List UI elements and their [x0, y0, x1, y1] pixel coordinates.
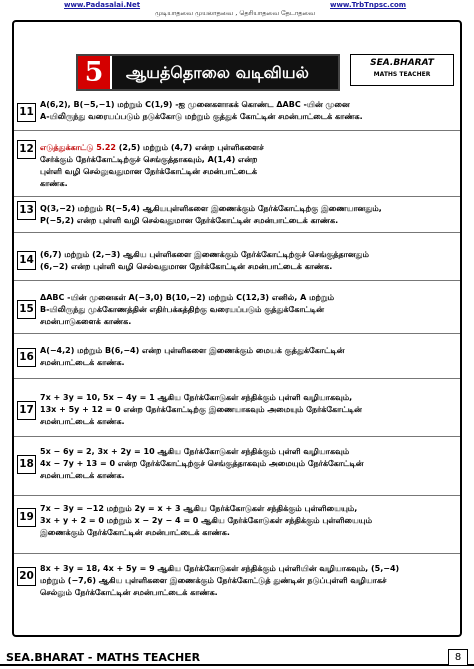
question-line: 5x − 6y = 2, 3x + 2y = 10 ஆகிய நேர்க்கோடுகள் சந்திக்கும் புள்ளி வழியாகவும் — [40, 447, 350, 456]
teacher-box — [350, 54, 454, 86]
question-line: P(−5,2) என்ற புள்ளி வழி செல்வதுமான நேர்க்கோட்டின் சமன்பாட்டைக் காண்க. — [40, 216, 339, 225]
divider — [14, 196, 460, 197]
footer-rule — [0, 664, 474, 666]
question-number: 14 — [17, 251, 36, 270]
question-number: 15 — [17, 300, 36, 319]
question-line: (6,−2) என்ற புள்ளி வழி செல்வதுமான நேர்க்கோட்டின் சமன்பாட்டைக் காண்க. — [40, 262, 333, 271]
question-line: 3x + y + 2 = 0 மற்றும் x − 2y − 4 = 0 ஆகிய நேர்க்கோடுகள் சந்திக்கும் புள்ளியையும் — [40, 516, 373, 525]
header-site-left[interactable]: www.Padasalai.Net — [64, 1, 141, 9]
question-line: A(6,2), B(−5,−1) மற்றும் C(1,9) -ஐ முனைகளாகக் கொண்ட ΔABC -யின் முனை — [40, 100, 350, 109]
question-line: A(−4,2) மற்றும் B(6,−4) என்ற புள்ளிகளை இணைக்கும் மையக் குத்துக்கோட்டின் — [40, 346, 345, 355]
teacher-name: SEA.BHARAT — [370, 58, 434, 68]
chapter-number: 5 — [84, 57, 104, 88]
question-line: (6,7) மற்றும் (2,−3) ஆகிய புள்ளிகளை இணைக்கும் நேர்க்கோட்டிற்குச் செங்குத்தானதும் — [40, 250, 369, 259]
divider — [14, 232, 460, 233]
question-line: 4x − 7y + 13 = 0 என்ற நேர்க்கோட்டிற்குச் செங்குத்தாகவும் அமையும் நேர்க்கோட்டின் — [40, 459, 364, 468]
question-number: 20 — [17, 567, 36, 586]
question-text — [40, 392, 448, 428]
question-number: 17 — [17, 401, 36, 420]
question-line: 8x + 3y = 18, 4x + 5y = 9 ஆகிய நேர்க்கோடுகள் சந்திக்கும் புள்ளியின் வழியாகவும், (5,−4) — [40, 564, 400, 573]
question-number: 16 — [17, 348, 36, 367]
question-line: சமன்பாட்டைக் காண்க. — [40, 417, 125, 426]
header-site-right[interactable]: www.TrbTnpsc.com — [330, 1, 407, 9]
page-number: 8 — [448, 649, 468, 666]
question-line: 7x − 3y = −12 மற்றும் 2y = x + 3 ஆகிய நேர்க்கோடுகள் சந்திக்கும் புள்ளியையும், — [40, 504, 358, 513]
teacher-role: MATHS TEACHER — [373, 71, 431, 78]
question-line: சேர்க்கும் நேர்க்கோட்டிற்குச் செங்குத்தாகவும், A(1,4) என்ற — [40, 155, 258, 164]
question-line: A-யிலிருந்து வரையப்படும் நடுக்கோடு மற்றும் குத்துக் கோட்டின் சமன்பாட்டைக் காண்க. — [40, 112, 363, 121]
question-number: 12 — [17, 140, 36, 159]
divider — [14, 378, 460, 379]
question-line: சமன்பாடுகளைக் காண்க. — [40, 317, 132, 326]
question-text — [40, 563, 448, 599]
divider — [14, 553, 460, 554]
question-line: 13x + 5y + 12 = 0 என்ற நேர்க்கோட்டிற்கு இணையாகவும் அமையும் நேர்க்கோட்டின் — [40, 405, 362, 414]
question-line: இணைக்கும் நேர்க்கோட்டின் சமன்பாட்டைக் காண்க. — [40, 528, 230, 537]
question-line-part: (2,5) மற்றும் (4,7) என்ற புள்ளிகளைச் — [115, 143, 264, 152]
question-line: சமன்பாட்டைக் காண்க. — [40, 358, 125, 367]
question-text — [40, 292, 448, 328]
divider — [14, 130, 460, 131]
chapter-title: ஆயத்தொலை வடிவியல் — [126, 63, 309, 82]
question-number: 13 — [17, 201, 36, 220]
example-label: எடுத்துக்காட்டு 5.22 — [40, 143, 116, 152]
question-line: சமன்பாட்டைக் காண்க. — [40, 471, 125, 480]
question-text — [40, 99, 448, 123]
question-text — [40, 503, 448, 539]
question-text — [40, 203, 448, 227]
chapter-number-badge — [78, 56, 112, 89]
question-text — [40, 446, 448, 482]
question-line: மற்றும் (−7,6) ஆகிய புள்ளிகளை இணைக்கும் நேர்க்கோட்டுத் துண்டின் நடுப்புள்ளி வழியாகச் — [40, 576, 387, 585]
question-text — [40, 249, 448, 273]
question-number: 19 — [17, 508, 36, 527]
question-line: 7x + 3y = 10, 5x − 4y = 1 ஆகிய நேர்க்கோடுகள் சந்திக்கும் புள்ளி வழியாகவும், — [40, 393, 353, 402]
question-number: 11 — [17, 103, 36, 122]
divider — [14, 333, 460, 334]
question-line: B-யிலிருந்து முக்கோணத்தின் எதிர்பக்கத்திற்கு வரையப்படும் குத்துக்கோட்டின் — [40, 305, 325, 314]
footer-teacher-credit: SEA.BHARAT - MATHS TEACHER — [6, 651, 201, 664]
question-line: ΔABC -யின் முனைகள் A(−3,0) B(10,−2) மற்றும் C(12,3) எனில், A மற்றும் — [40, 293, 335, 302]
divider — [14, 495, 460, 496]
question-line: செல்லும் நேர்க்கோட்டின் சமன்பாட்டைக் காண்க. — [40, 588, 218, 597]
question-line: காண்க. — [40, 179, 68, 188]
question-line: Q(3,−2) மற்றும் R(−5,4) ஆகியபுள்ளிகளை இணைக்கும் நேர்க்கோட்டிற்கு இணையானதும், — [40, 204, 382, 213]
question-line: புள்ளி வழி செல்லுவதுமான நேர்க்கோட்டின் சமன்பாட்டைக் — [40, 167, 257, 176]
header-motto: முடியாதவை முயலாதவை , தெரியாதவை தேடாதவை — [154, 9, 316, 17]
chapter-banner — [76, 54, 340, 91]
divider — [14, 436, 460, 437]
question-text — [40, 142, 448, 190]
question-text — [40, 345, 448, 369]
divider — [14, 280, 460, 281]
question-line — [40, 142, 448, 154]
question-number: 18 — [17, 455, 36, 474]
